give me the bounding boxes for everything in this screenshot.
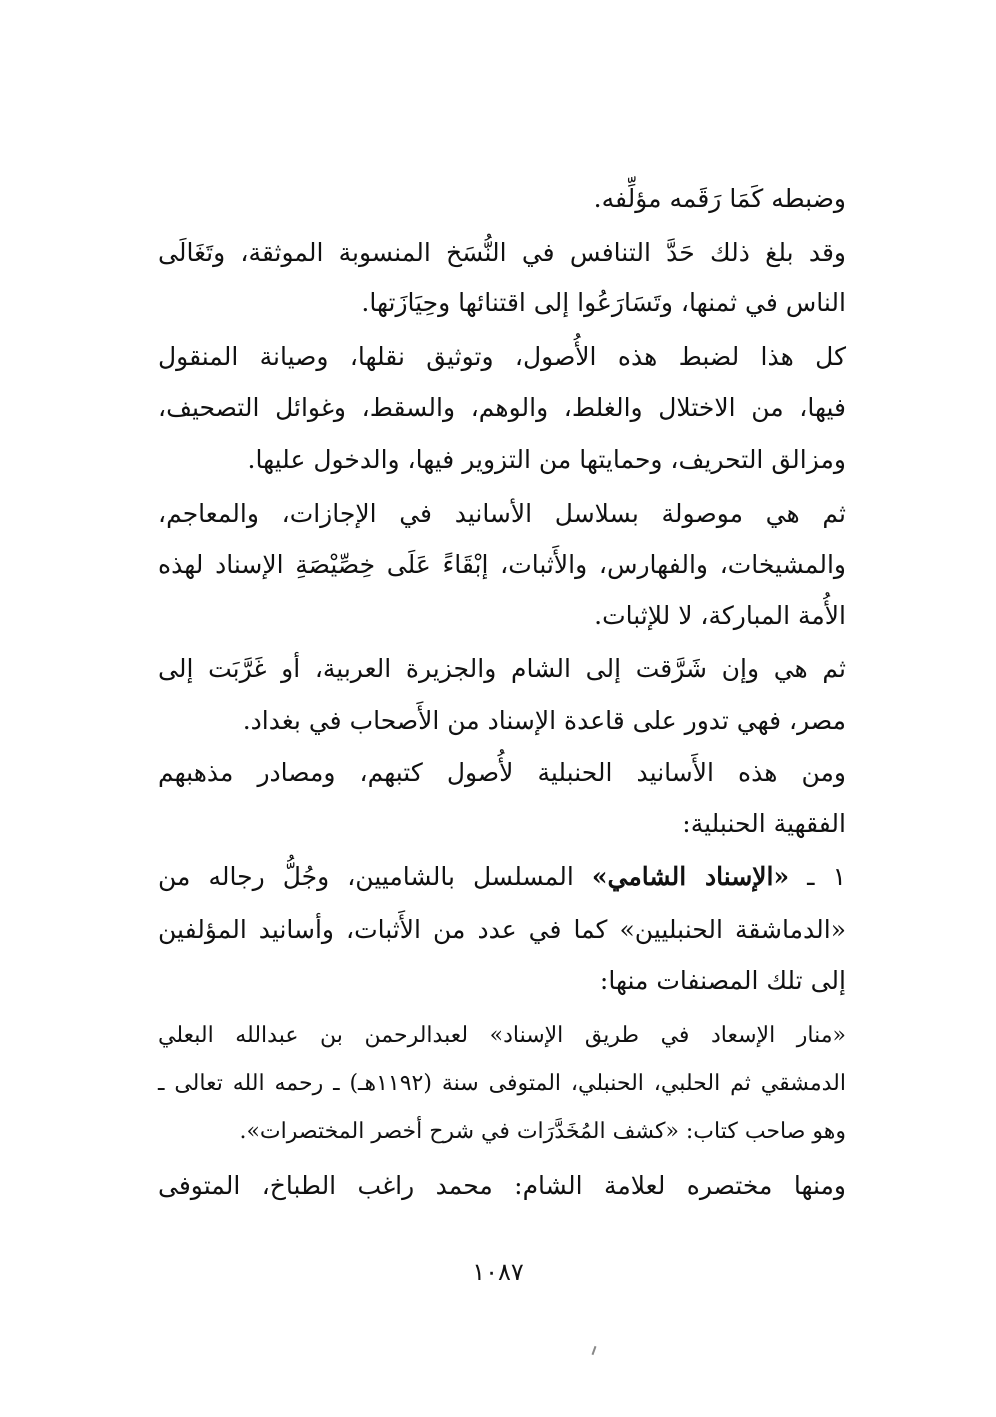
page-number: ١٠٨٧ (472, 1258, 524, 1286)
scan-speck (592, 1346, 597, 1355)
text-line-16: إلى تلك المصنفات منها: (599, 966, 846, 995)
text-line-4: كل هذا لضبط هذه الأُصول، وتوثيق نقلها، وصيانة المنقول (158, 342, 846, 371)
text-line-7: ثم هي موصولة بسلاسل الأسانيد في الإجازات، والمعاجم، (158, 499, 846, 528)
text-line-17: «منار الإسعاد في طريق الإسناد» لعبدالرحمن بن عبدالله البعلي (158, 1023, 846, 1048)
text-line-2: وقد بلغ ذلك حَدَّ التنافس في النُّسَخ المنسوبة الموثقة، وتَغَالَى (158, 238, 846, 267)
text-line-20: ومنها مختصره لعلامة الشام: محمد راغب الطباخ، المتوفى (158, 1171, 846, 1200)
text-line-18: الدمشقي ثم الحلبي، الحنبلي، المتوفى سنة (١١٩٢هـ) ـ رحمه الله تعالى ـ (158, 1071, 846, 1096)
text-line-15: «الدماشقة الحنبليين» كما في عدد من الأَثبات، وأسانيد المؤلفين (158, 915, 846, 944)
line-14-rest: المسلسل بالشاميين، وجُلُّ رجاله من (158, 862, 592, 891)
text-line-1: وضبطه كَمَا رَقَمه مؤلِّفه. (593, 184, 846, 213)
text-line-5: فيها، من الاختلال والغلط، والوهم، والسقط، وغوائل التصحيف، (158, 393, 846, 422)
list-number: ١ ـ (789, 862, 847, 891)
text-line-8: والمشيخات، والفهارس، والأَثبات، إبْقَاءً عَلَى خِصِّيْصَةِ الإسناد لهذه (158, 550, 846, 579)
text-line-10: ثم هي وإن شَرَّقت إلى الشام والجزيرة العربية، أو غَرَّبَت إلى (158, 654, 846, 683)
text-line-14 (158, 857, 846, 897)
text-line-3: الناس في ثمنها، وتَسَارَعُوا إلى اقتنائها وحِيَازَتها. (361, 288, 846, 317)
text-line-19: وهو صاحب كتاب: «كشف المُخَدَّرَات في شرح أخصر المختصرات». (239, 1119, 846, 1144)
text-line-11: مصر، فهي تدور على قاعدة الإسناد من الأَصحاب في بغداد. (242, 706, 846, 735)
text-line-13: الفقهية الحنبلية: (682, 809, 846, 838)
text-line-12: ومن هذه الأَسانيد الحنبلية لأُصول كتبهم، ومصادر مذهبهم (158, 758, 846, 787)
text-line-6: ومزالق التحريف، وحمايتها من التزوير فيها، والدخول عليها. (247, 445, 846, 474)
text-line-9: الأُمة المباركة، لا للإثبات. (594, 601, 846, 630)
bold-title: «الإسناد الشامي» (591, 862, 790, 891)
